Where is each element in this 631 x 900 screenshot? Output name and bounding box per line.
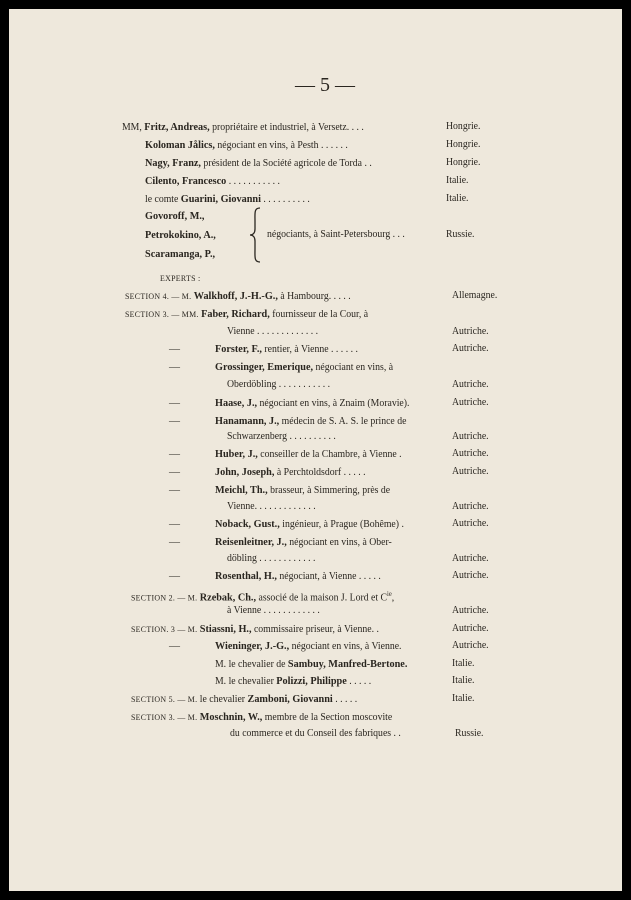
expert-desc: négociant, à Vienne . . . . . xyxy=(276,571,381,582)
expert-desc: commissaire priseur, à Vienne. . xyxy=(251,624,379,635)
document-page xyxy=(9,9,622,891)
entry-desc: . . . . . . . . . . xyxy=(260,194,310,205)
ditto-dash: — xyxy=(169,536,180,548)
ditto-dash: — xyxy=(169,518,180,530)
expert-name: Moschnin, W., xyxy=(199,711,263,723)
expert-country: Italie. xyxy=(452,658,475,669)
expert-prefix: M. le chevalier de xyxy=(215,659,288,670)
expert-name: Reisenleitner, J., xyxy=(215,536,287,548)
table-row xyxy=(215,517,404,532)
ditto-dash: — xyxy=(169,397,180,409)
expert-desc: négociant en vins, à Znaim (Moravie). xyxy=(257,398,410,409)
entry-prefix: MM, xyxy=(122,122,142,133)
expert-country: Autriche. xyxy=(452,379,489,390)
entry-country: Hongrie. xyxy=(446,157,481,168)
expert-country: Autriche. xyxy=(452,640,489,651)
expert-country: Autriche. xyxy=(452,553,489,564)
expert-desc-cont: Vienne. . . . . . . . . . . . . xyxy=(227,501,316,512)
expert-desc-cont: Vienne . . . . . . . . . . . . . xyxy=(227,326,319,337)
expert-country: Italie. xyxy=(452,675,475,686)
expert-country: Autriche. xyxy=(452,518,489,529)
expert-desc: fournisseur de la Cour, à xyxy=(269,309,369,320)
list-item xyxy=(122,120,364,135)
group-country: Russie. xyxy=(446,229,475,240)
expert-name: Walkhoff, J.-H.-G., xyxy=(193,290,278,302)
expert-prefix: le chevalier xyxy=(197,694,248,705)
ditto-dash: — xyxy=(169,343,180,355)
group-name: Govoroff, M., xyxy=(145,210,205,222)
ditto-dash: — xyxy=(169,570,180,582)
table-row xyxy=(215,483,390,498)
curly-brace-icon xyxy=(249,207,263,263)
expert-country: Autriche. xyxy=(452,431,489,442)
expert-country: Russie. xyxy=(455,728,484,739)
entry-desc: président de la Société agricole de Torda . . xyxy=(200,158,372,169)
section-label: SECTION 3. — M. xyxy=(131,712,198,722)
expert-desc: négociant en vins, à Vienne. xyxy=(289,641,402,652)
expert-desc: ingénieur, à Prague (Bohême) . xyxy=(279,519,404,530)
table-row xyxy=(215,569,381,584)
expert-desc: associé de la maison J. Lord et C xyxy=(256,592,388,604)
expert-country: Autriche. xyxy=(452,326,489,337)
list-item xyxy=(145,192,310,207)
expert-desc-cont: döbling . . . . . . . . . . . . xyxy=(227,553,316,564)
expert-desc: . . . . . xyxy=(332,694,358,705)
entry-name: Fritz, Andreas, xyxy=(144,121,210,133)
table-row xyxy=(125,289,351,304)
ditto-dash: — xyxy=(169,640,180,652)
expert-country: Autriche. xyxy=(452,466,489,477)
expert-name: Meichl, Th., xyxy=(215,484,268,496)
table-row xyxy=(215,342,358,357)
expert-name: Haase, J., xyxy=(215,397,258,409)
ditto-dash: — xyxy=(169,484,180,496)
section-label: SECTION 2. — M. xyxy=(131,592,198,603)
expert-country: Autriche. xyxy=(452,397,489,408)
table-row xyxy=(215,465,366,480)
expert-name: Rosenthal, H., xyxy=(215,570,277,582)
expert-country: Allemagne. xyxy=(452,290,498,301)
expert-desc: négociant en vins, à xyxy=(313,362,394,373)
expert-desc: à Perchtoldsdorf . . . . . xyxy=(274,467,366,478)
expert-country: Autriche. xyxy=(452,448,489,459)
table-row xyxy=(131,692,357,707)
expert-desc-cont: Oberdöbling . . . . . . . . . . . xyxy=(227,379,331,390)
entry-desc: propriétaire et industriel, à Versetz. . . . xyxy=(209,122,364,133)
expert-desc: rentier, à Vienne . . . . . . xyxy=(261,344,358,355)
expert-name: Forster, F., xyxy=(215,343,262,355)
expert-prefix: M. le chevalier xyxy=(215,676,277,687)
entry-country: Hongrie. xyxy=(446,139,481,150)
expert-desc: médecin de S. A. S. le prince de xyxy=(279,416,407,427)
expert-name: Stiassni, H., xyxy=(199,623,252,635)
expert-name: Huber, J., xyxy=(215,448,258,460)
table-row xyxy=(215,447,402,462)
entry-name: Guarini, Giovanni xyxy=(180,193,261,205)
table-row xyxy=(215,535,392,550)
section-label: SECTION. 3 — M. xyxy=(131,624,198,634)
ditto-dash: — xyxy=(169,361,180,373)
table-row xyxy=(215,396,409,411)
entry-desc: . . . . . . . . . . . xyxy=(226,176,280,187)
entry-name: Koloman Jålics, xyxy=(145,139,215,151)
entry-country: Italie. xyxy=(446,193,469,204)
expert-desc: négociant en vins, à Ober- xyxy=(286,537,392,548)
section-label: SECTION 4. — M. xyxy=(125,291,192,301)
expert-name: Rzebak, Ch., xyxy=(199,591,257,604)
expert-desc-cont: à Vienne . . . . . . . . . . . . xyxy=(227,605,320,616)
experts-heading: EXPERTS : xyxy=(160,273,201,283)
expert-desc: . . . . . xyxy=(346,676,372,687)
group-desc: négociants, à Saint-Petersbourg . . . xyxy=(267,229,405,240)
table-row xyxy=(131,622,379,637)
table-row xyxy=(215,360,393,375)
expert-desc-cont: Schwarzenberg . . . . . . . . . . xyxy=(227,431,336,442)
table-row xyxy=(215,639,401,654)
table-row xyxy=(125,307,368,322)
ditto-dash: — xyxy=(169,415,180,427)
expert-name: Polizzi, Philippe xyxy=(276,675,347,687)
page-number: — 5 — xyxy=(295,74,355,96)
expert-desc: conseiller de la Chambre, à Vienne . xyxy=(257,449,402,460)
expert-name: Faber, Richard, xyxy=(201,308,270,320)
expert-name: Zamboni, Giovanni xyxy=(247,693,333,705)
table-row xyxy=(131,587,394,606)
expert-desc: , xyxy=(391,592,395,604)
list-item xyxy=(145,138,348,153)
table-row xyxy=(131,710,392,725)
expert-name: Grossinger, Emerique, xyxy=(215,361,314,373)
expert-desc-sup: ie xyxy=(387,590,392,598)
expert-country: Autriche. xyxy=(452,570,489,581)
entry-prefix: le comte xyxy=(145,194,181,205)
section-label: SECTION 5. — M. xyxy=(131,694,198,704)
expert-desc-cont: du commerce et du Conseil des fabriques . . xyxy=(230,728,401,739)
group-name: Scaramanga, P., xyxy=(145,248,216,260)
entry-country: Hongrie. xyxy=(446,121,481,132)
entry-desc: négociant en vins, à Pesth . . . . . . xyxy=(214,140,348,151)
expert-name: Wieninger, J.-G., xyxy=(215,640,290,652)
table-row xyxy=(215,414,406,429)
list-item xyxy=(145,156,372,171)
section-label: SECTION 3. — MM. xyxy=(125,309,199,319)
expert-country: Autriche. xyxy=(452,605,489,616)
expert-country: Italie. xyxy=(452,693,475,704)
expert-name: Sambuy, Manfred-Bertone. xyxy=(287,658,408,670)
expert-name: Noback, Gust., xyxy=(215,518,280,530)
expert-name: John, Joseph, xyxy=(215,466,275,478)
ditto-dash: — xyxy=(169,448,180,460)
expert-name: Hanamann, J., xyxy=(215,415,280,427)
expert-desc: à Hambourg. . . . . xyxy=(277,291,351,302)
expert-country: Autriche. xyxy=(452,623,489,634)
expert-desc: membre de la Section moscovite xyxy=(262,712,393,723)
group-name: Petrokokino, A., xyxy=(145,229,216,241)
entry-name: Cilento, Francesco xyxy=(145,175,227,187)
expert-country: Autriche. xyxy=(452,343,489,354)
list-item xyxy=(145,174,280,189)
table-row xyxy=(215,674,371,689)
table-row xyxy=(215,657,407,672)
entry-country: Italie. xyxy=(446,175,469,186)
ditto-dash: — xyxy=(169,466,180,478)
expert-desc: brasseur, à Simmering, près de xyxy=(267,485,391,496)
entry-name: Nagy, Franz, xyxy=(145,157,201,169)
expert-country: Autriche. xyxy=(452,501,489,512)
